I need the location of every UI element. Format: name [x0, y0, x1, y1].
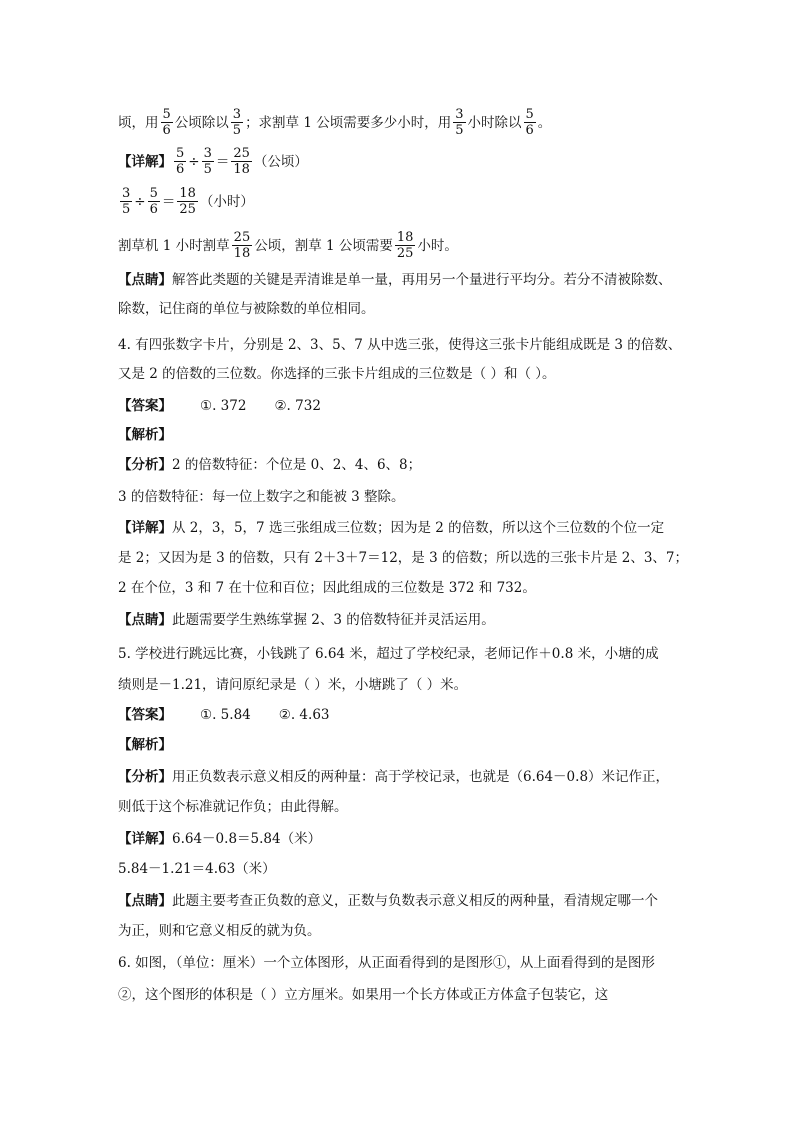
text: 此题需要学生熟练掌握 2、3 的倍数特征并灵活运用。 — [172, 612, 495, 628]
answer-value: ①. 372 — [200, 398, 247, 414]
text: 此题主要考查正负数的意义，正数与负数表示意义相反的两种量，看清规定哪一个 — [172, 893, 658, 909]
line-calc-method — [118, 107, 688, 138]
text: 割草机 1 小时割草 — [118, 237, 230, 254]
question-5-analysis-2 — [118, 797, 688, 817]
question-4-detail-1 — [118, 518, 688, 538]
question-5-analysis-title — [118, 735, 688, 755]
question-4-analysis-1 — [118, 455, 688, 475]
question-4-detail-2 — [118, 548, 688, 568]
question-text: ②，这个图形的体积是（ ）立方厘米。如果用一个长方体或正方体盒子包装它，这 — [118, 987, 609, 1003]
text: 小时。 — [417, 237, 458, 254]
text: 2 的倍数特征：个位是 0、2、4、6、8； — [172, 457, 422, 473]
text: 为正，则和它意义相反的就为负。 — [118, 923, 321, 939]
text: 解答此类题的关键是弄清谁是单一量，再用另一个量进行平均分。若分不清被除数、 — [172, 272, 672, 288]
answer-value: ①. 5.84 — [200, 707, 251, 723]
section-tag: 【点睛】 — [118, 612, 172, 628]
text: 公顷除以 — [174, 114, 229, 131]
unit-text: （公顷） — [253, 153, 308, 170]
text: 从 2，3，5，7 选三张组成三位数；因为是 2 的倍数，所以这个三位数的个位一定 — [172, 520, 665, 536]
text: 2 在个位，3 和 7 在十位和百位；因此组成的三位数是 372 和 732。 — [118, 580, 536, 596]
fraction: $\frac{3}{5}$ — [455, 107, 464, 138]
question-5-detail-2 — [118, 859, 688, 879]
text: 是 2；又因为是 3 的倍数，只有 2＋3＋7＝12，是 3 的倍数；所以选的三张卡片是 2、3、7； — [118, 550, 689, 566]
operator: ＝ — [215, 153, 230, 170]
answer-value: ②. 4.63 — [278, 707, 330, 723]
question-text: 4. 有四张数字卡片，分别是 2、3、5、7 从中选三张，使得这三张卡片能组成既是 3 的倍数、 — [118, 337, 682, 353]
fraction: $\frac{25}{18}$ — [233, 146, 250, 177]
section-tag: 【详解】 — [118, 831, 172, 847]
question-6-line-1 — [118, 953, 688, 973]
text: 6.64－0.8＝5.84（米） — [172, 831, 322, 847]
question-5-answer — [118, 705, 688, 725]
text: 顷，用 — [118, 114, 159, 131]
unit-text: （小时） — [199, 193, 254, 210]
line-detail-calc-2 — [118, 186, 688, 217]
question-4-answer — [118, 396, 688, 416]
fraction: $\frac{18}{25}$ — [396, 230, 414, 261]
text: 小时除以 — [467, 114, 522, 131]
operator: ＝ — [161, 193, 176, 210]
text: 5.84－1.21＝4.63（米） — [118, 861, 276, 877]
question-4-detail-3 — [118, 578, 688, 598]
question-5-tip-cont — [118, 921, 688, 941]
fraction: $\frac{5}{6}$ — [149, 186, 158, 217]
question-5-line-1 — [118, 644, 688, 664]
question-4-line-2 — [118, 364, 688, 384]
question-5-detail-1 — [118, 829, 688, 849]
question-5-tip — [118, 891, 688, 911]
section-tag: 【答案】 — [118, 398, 172, 414]
text: 。 — [537, 114, 552, 131]
question-6-line-2 — [118, 985, 688, 1005]
section-tag: 【解析】 — [118, 427, 172, 443]
operator: ÷ — [134, 193, 146, 210]
fraction: $\frac{3}{5}$ — [122, 186, 131, 217]
text: 3 的倍数特征：每一位上数字之和能被 3 整除。 — [118, 489, 405, 505]
section-tag: 【详解】 — [118, 153, 172, 170]
question-4-tip — [118, 610, 688, 630]
section-tag: 【详解】 — [118, 520, 172, 536]
fraction: $\frac{5}{6}$ — [176, 146, 185, 177]
question-text: 绩则是－1.21，请问原纪录是（ ）米，小塘跳了（ ）米。 — [118, 677, 468, 693]
fraction: $\frac{18}{25}$ — [179, 186, 196, 217]
operator: ÷ — [188, 153, 200, 170]
text: ；求割草 1 公顷需要多少小时，用 — [245, 114, 452, 131]
section-tag: 【点睛】 — [118, 272, 172, 288]
section-tag: 【分析】 — [118, 457, 172, 473]
line-tip-cont — [118, 299, 688, 319]
section-tag: 【点睛】 — [118, 893, 172, 909]
question-4-analysis-title — [118, 425, 688, 445]
section-tag: 【分析】 — [118, 769, 172, 785]
fraction: $\frac{3}{5}$ — [232, 107, 242, 138]
text: 公顷，割草 1 公顷需要 — [254, 237, 393, 254]
text: 用正负数表示意义相反的两种量：高于学校记录，也就是（6.64－0.8）米记作正， — [172, 769, 670, 785]
question-text: 6. 如图，（单位：厘米）一个立体图形，从正面看得到的是图形①，从上面看得到的是图形 — [118, 955, 655, 971]
fraction: $\frac{5}{6}$ — [162, 107, 171, 138]
fraction: $\frac{25}{18}$ — [233, 230, 251, 261]
line-detail-calc-1 — [118, 146, 688, 177]
fraction: $\frac{5}{6}$ — [525, 107, 534, 138]
question-text: 又是 2 的倍数的三位数。你选择的三张卡片组成的三位数是（ ）和（ ）。 — [118, 366, 556, 382]
question-5-line-2 — [118, 675, 688, 695]
text: 则低于这个标准就记作负；由此得解。 — [118, 799, 348, 815]
answer-value: ②. 732 — [274, 398, 321, 414]
fraction: $\frac{3}{5}$ — [203, 146, 212, 177]
section-tag: 【解析】 — [118, 737, 172, 753]
line-conclusion — [118, 230, 688, 261]
question-4-line-1 — [118, 335, 688, 355]
section-tag: 【答案】 — [118, 707, 172, 723]
line-tip — [118, 270, 688, 290]
text: 除数，记住商的单位与被除数的单位相同。 — [118, 301, 375, 317]
question-5-analysis-1 — [118, 767, 688, 787]
question-text: 5. 学校进行跳远比赛，小钱跳了 6.64 米，超过了学校纪录，老师记作＋0.8 米，小塘的成 — [118, 646, 659, 662]
question-4-analysis-2 — [118, 487, 688, 507]
